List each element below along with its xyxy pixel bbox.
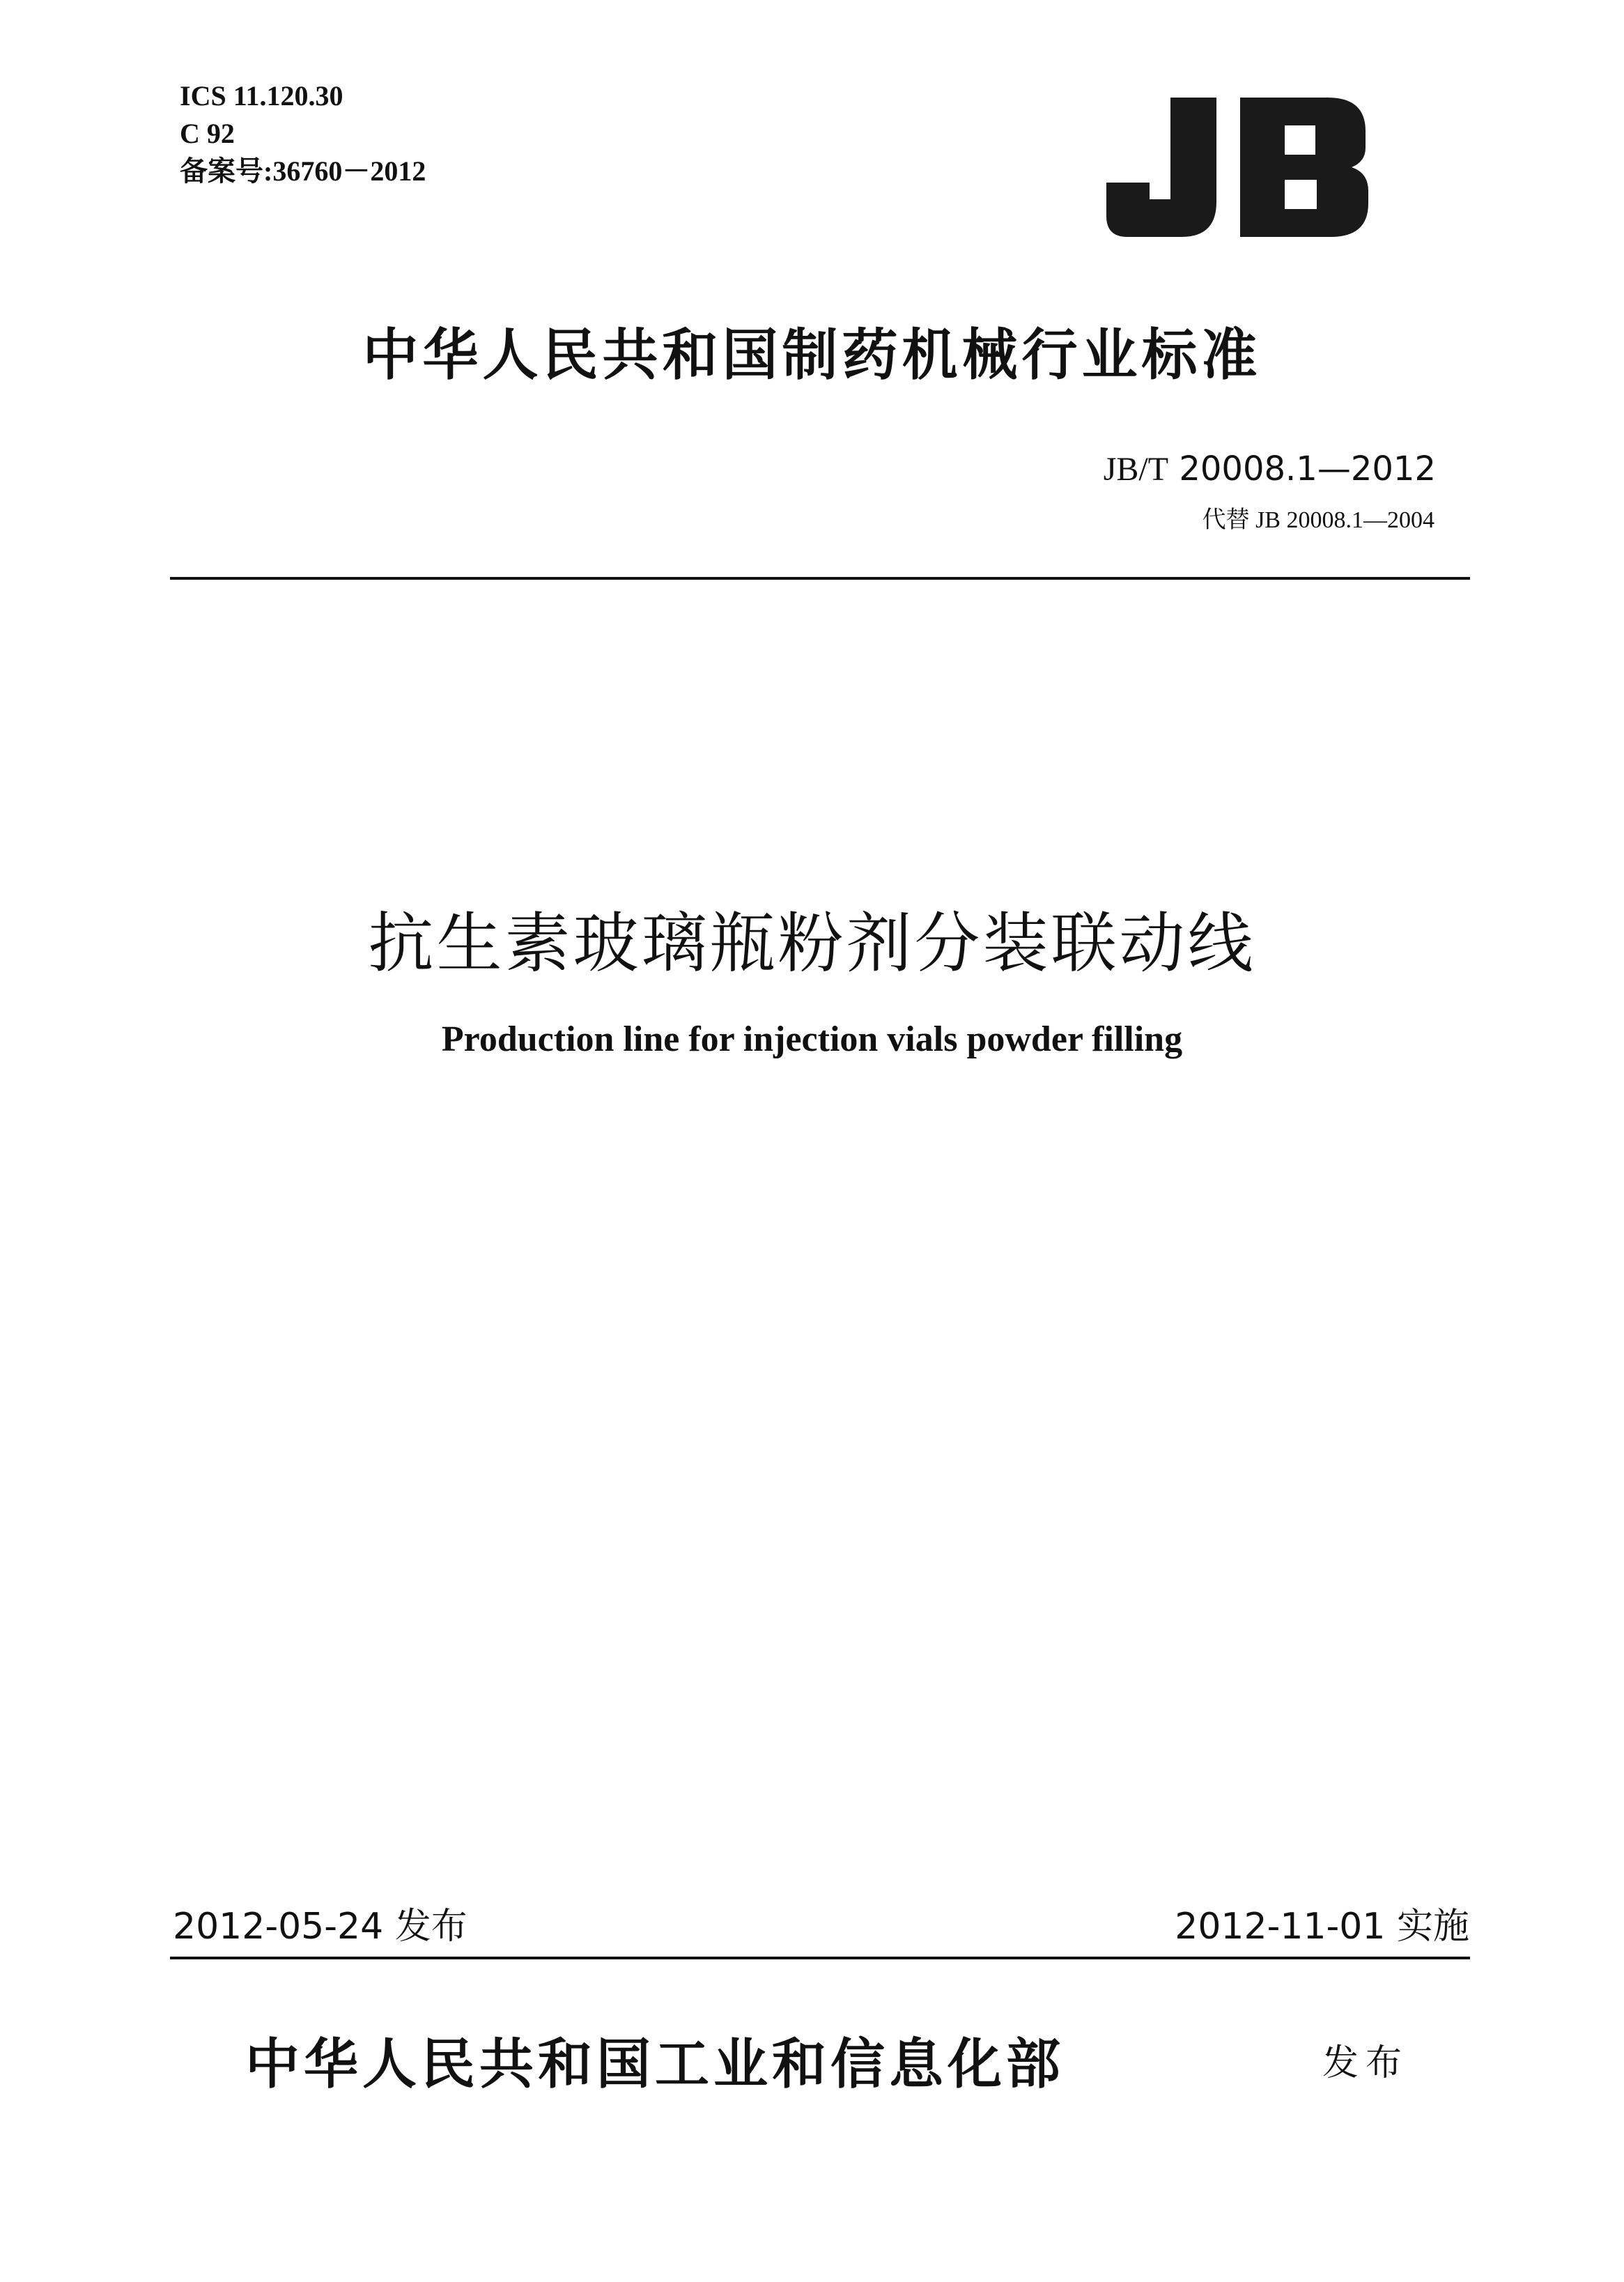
ics-code: ICS 11.120.30 <box>180 80 343 111</box>
replaces-standard: 代替 JB 20008.1—2004 <box>1202 507 1434 533</box>
jb-logo <box>1106 98 1371 237</box>
header-divider <box>170 577 1470 580</box>
authority-title: 中华人民共和国制药机械行业标准 <box>362 322 1262 387</box>
issue-date: 2012-05-24 发布 <box>173 1906 467 1948</box>
standard-number <box>1104 449 1436 488</box>
footer-divider <box>170 1957 1470 1959</box>
implementation-date: 2012-11-01 实施 <box>1175 1906 1469 1948</box>
issuing-action: 发布 <box>1322 2042 1409 2084</box>
classification-code: C 92 <box>180 118 235 149</box>
document-title-chinese: 抗生素玻璃瓶粉剂分装联动线 <box>368 906 1256 982</box>
document-title-english: Production line for injection vials powder filling <box>441 1019 1183 1059</box>
record-number: 备案号:36760－2012 <box>180 155 426 187</box>
issuing-authority: 中华人民共和国工业和信息化部 <box>245 2033 1065 2096</box>
standard-number-value: 20008.1—2012 <box>1179 449 1436 488</box>
standard-number-prefix: JB/T <box>1103 451 1169 488</box>
